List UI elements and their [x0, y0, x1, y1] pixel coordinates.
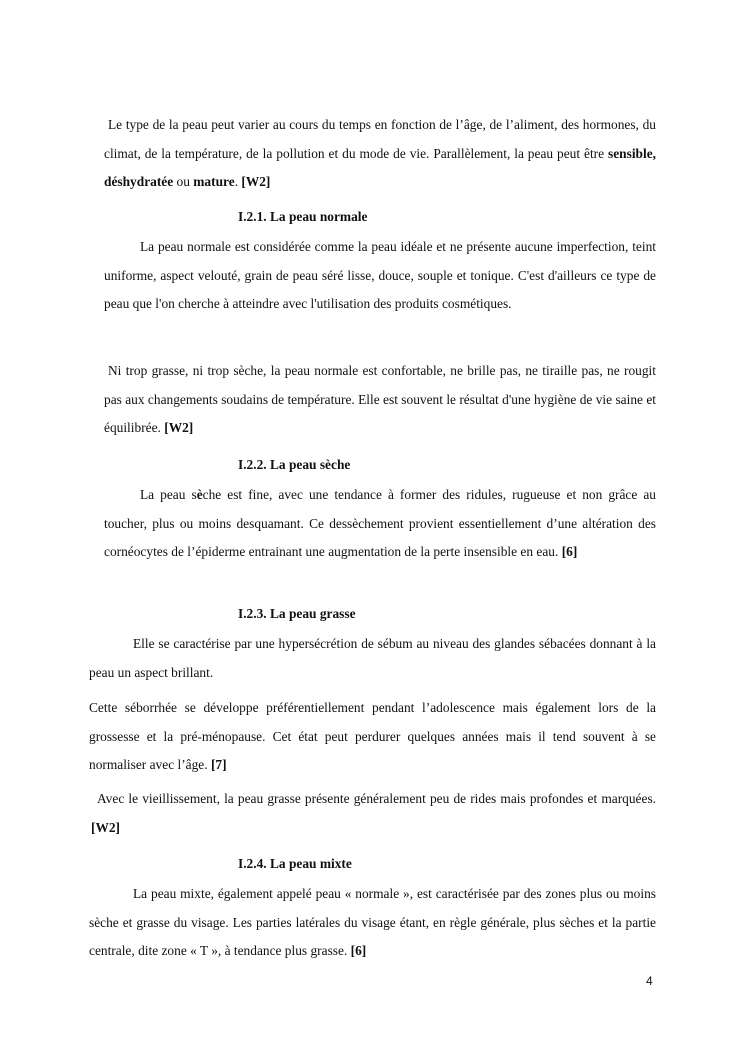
heading-oily-skin: I.2.3. La peau grasse: [238, 606, 356, 621]
normal-reference: [W2]: [164, 420, 194, 435]
heading-dry-skin: I.2.2. La peau sèche: [238, 457, 351, 472]
normal-paragraph-2: Ni trop grasse, ni trop sèche, la peau normale est confortable, ne brille pas, ne tiraille pas, ne rougit pas aux changements soudains de température. Elle est souvent le résultat d'une hygiène de vie saine et équilibrée. [W2]: [104, 363, 656, 435]
normal-paragraph-1: La peau normale est considérée comme la peau idéale et ne présente aucune imperfection, teint uniforme, aspect velouté, grain de peau séré lisse, douce, souple et tonique. C'est d'ailleurs ce type de peau que l'on cherche à atteindre avec l'utilisation des produits cosmétiques.: [104, 239, 656, 311]
heading-normal-skin: I.2.1. La peau normale: [238, 209, 368, 224]
oily-reference-7: [7]: [210, 757, 227, 772]
oily-paragraph-3: Avec le vieillissement, la peau grasse présente généralement peu de rides mais profondes et marquées. [W2]: [91, 791, 656, 835]
intro-text: Le type de la peau peut varier au cours du temps en fonction de l’âge, de l’aliment, des hormones, du climat, de la température, de la pollution et du mode de vie. Parallèlement, la peau peut être: [104, 117, 656, 161]
intro-reference: [W2]: [241, 174, 271, 189]
oily-paragraph-2: Cette séborrhée se développe préférentiellement pendant l’adolescence mais également lors de la grossesse et la pré-ménopause. Cet état peut perdurer quelques années mais il tend souvent à se normaliser avec l’âge. [7]: [89, 700, 656, 772]
intro-paragraph: [104, 111, 656, 197]
heading-mixed-skin: I.2.4. La peau mixte: [238, 856, 352, 871]
mixed-paragraph: La peau mixte, également appelé peau « normale », est caractérisée par des zones plus ou moins sèche et grasse du visage. Les parties latérales du visage étant, en règle générale, plus sèches et la partie centrale, dite zone « T », à tendance plus grasse. [6]: [89, 886, 656, 958]
intro-bold-types: sensible, déshydratée: [104, 145, 656, 189]
intro-connector: ou: [173, 174, 194, 189]
oily-reference-w2: [W2]: [91, 819, 121, 835]
dry-paragraph: La peau sèche est fine, avec une tendance à former des ridules, rugueuse et non grâce au toucher, plus ou moins desquamant. Ce dessèchement provient essentiellement d’une altération des cornéocytes de l’épiderme entrainant une augmentation de la perte insensible en eau. [6]: [104, 487, 656, 559]
dry-reference: [6]: [561, 544, 578, 559]
mixed-reference: [6]: [350, 943, 367, 958]
intro-end: .: [234, 174, 242, 189]
oily-paragraph-1: Elle se caractérise par une hypersécrétion de sébum au niveau des glandes sébacées donnant à la peau un aspect brillant.: [89, 636, 656, 680]
page-number: 4: [646, 974, 653, 988]
intro-bold-mature: mature: [193, 174, 235, 189]
